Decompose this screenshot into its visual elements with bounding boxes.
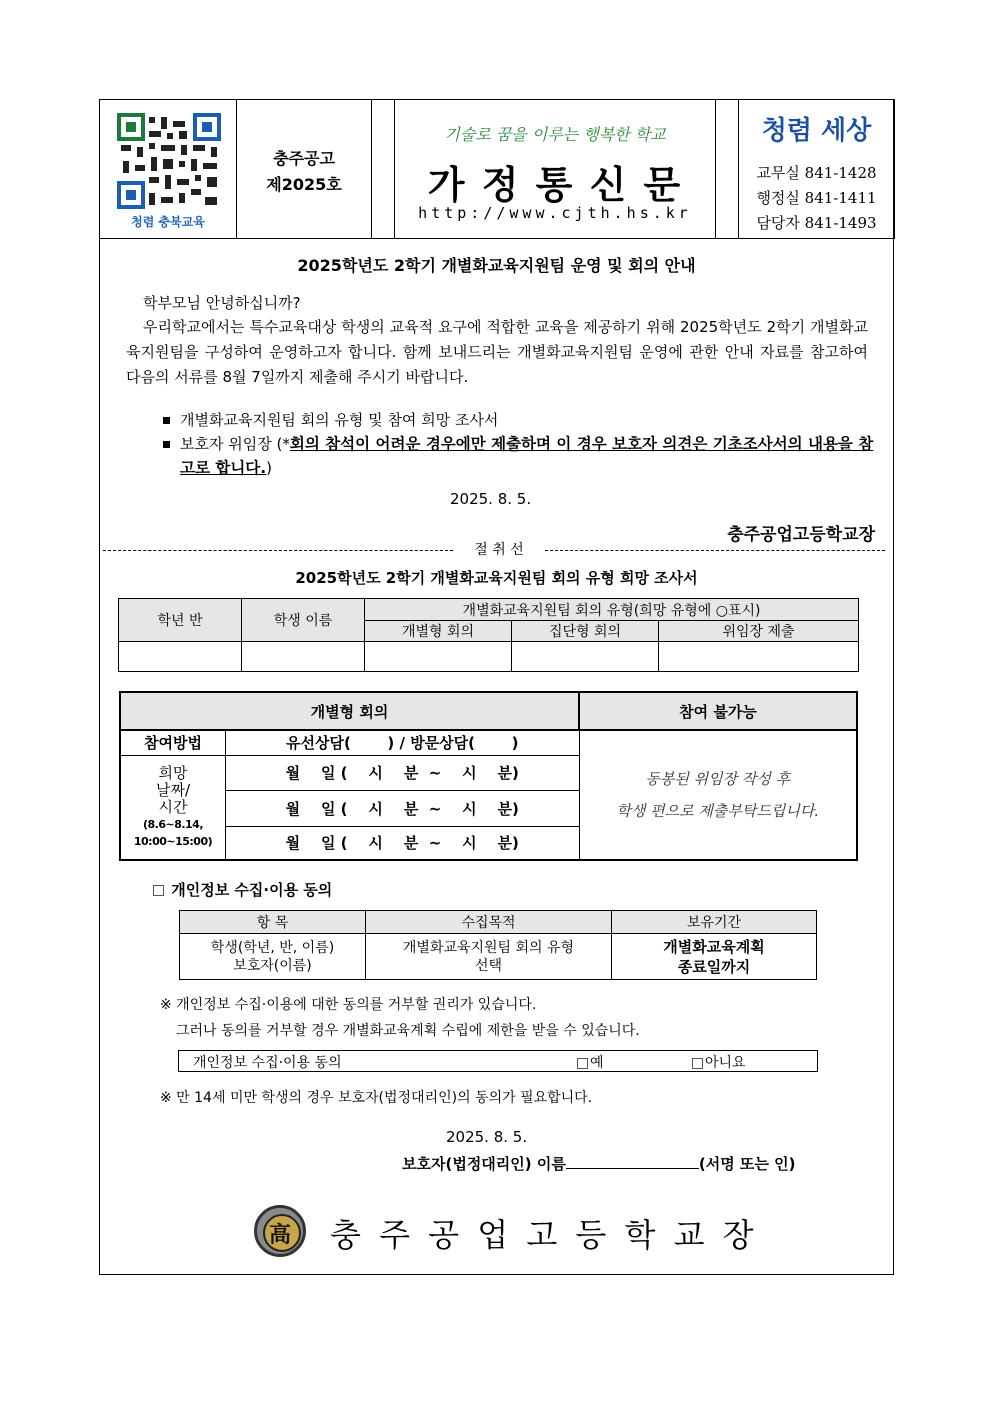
privacy-heading [153,879,332,900]
cut-line-left [103,550,453,551]
doc-item-emphasis: 회의 참석이 어려운 경우에만 제출하며 이 경우 보호자 의견은 기초조사서의 내용을 참고로 합니다. [180,435,874,477]
phone-admin-office: 행정실 841-1411 [756,189,877,207]
checkbox-icon [153,885,164,896]
notice-date: 2025. 8. 5. [450,490,532,508]
notice-number: 제2025호 [266,175,342,194]
notice-number-box [236,99,372,239]
cut-line-right [545,550,885,551]
time-slot-3[interactable]: 월 일 ( 시 분 ~ 시 분) [226,826,580,860]
proxy-submission-cell[interactable] [659,642,859,672]
doc-item-text: 개별화교육지원팀 회의 유형 및 참여 희망 조사서 [180,411,499,429]
newsletter-title: 가 정 통 신 문 [427,163,683,207]
bullet-icon [163,441,170,448]
consent-no-option[interactable] [692,1052,746,1072]
school-seal-icon [254,1205,306,1257]
school-website[interactable]: http://www.cjth.hs.kr [418,204,692,222]
date-range: (8.6~8.14, 10:00~15:00) [133,817,213,848]
footer-date: 2025. 8. 5. [446,1128,528,1146]
consent-label: 개인정보 수집·이용 동의 [193,1055,342,1071]
privacy-retention-value: 개별화교육계획 종료일까지 [612,934,817,980]
unavailable-header: 참여 불가능 [579,692,857,730]
privacy-purpose-value: 개별화교육지원팀 회의 유형 선택 [366,934,612,980]
notice-signer: 충주공업고등학교장 [727,525,875,545]
guardian-signature-line [402,1153,795,1174]
privacy-note-3: ※ 만 14세 미만 학생의 경우 보호자(법정대리인)의 동의가 필요합니다. [160,1090,593,1106]
grade-header: 학년 반 [119,599,242,642]
privacy-heading-text: 개인정보 수집·이용 동의 [171,881,333,899]
doc-item-suffix: ) [266,459,273,477]
privacy-note-2: 그러나 동의를 거부할 경우 개별화교육계획 수립에 제한을 받을 수 있습니다. [176,1023,640,1039]
student-name-cell[interactable] [242,642,365,672]
date-time-label: 희망 날짜/ 시간 [155,763,191,816]
meeting-table [119,691,858,861]
school-slogan: 기술로 꿈을 이루는 행복한 학교 [444,125,666,144]
cut-line-label: 절 취 선 [474,542,524,558]
privacy-col-purpose: 수집목적 [366,911,612,934]
privacy-col-retention: 보유기간 [612,911,817,934]
phone-teachers-office: 교무실 841-1428 [756,164,877,182]
consent-box [178,1050,818,1072]
phone-contact-person: 담당자 841-1493 [756,214,877,232]
notice-body: 우리학교에서는 특수교육대상 학생의 교육적 요구에 적합한 교육을 제공하기 위해 2025학년도 2학기 개별화교육지원팀을 구성하여 운영하고자 합니다. 함께 보내드리는 개별화교육지원팀 운영에 관한 안내 자료를 참고하여 다음의 서류를 8월 7일까지 제출해 주시기 바랍니다. [126,318,868,386]
yes-checkbox[interactable] [577,1058,588,1069]
date-time-label-cell [120,755,226,860]
doc-list-item-2 [163,432,886,480]
bullet-icon [163,417,170,424]
group-meeting-cell[interactable] [512,642,659,672]
grade-cell[interactable] [119,642,242,672]
notice-org: 충주공고 [273,149,335,168]
time-slot-2[interactable]: 월 일 ( 시 분 ~ 시 분) [226,790,580,826]
greeting: 학부모님 안녕하십니까? [143,294,301,312]
individual-meeting-header: 개별형 회의 [120,692,579,730]
title-box [394,99,716,239]
individual-meeting-cell[interactable] [365,642,512,672]
group-meeting-col: 집단형 회의 [512,621,659,642]
qr-code-icon [117,113,221,209]
guardian-name-field[interactable] [566,1154,699,1169]
time-slot-1[interactable]: 월 일 ( 시 분 ~ 시 분) [226,755,580,790]
doc-list-item-1 [163,409,498,430]
integrity-logo: 청렴 세상 [761,116,872,146]
privacy-col-item: 항 목 [180,911,366,934]
contact-box [738,99,895,239]
unavailable-note: 동봉된 위임장 작성 후 학생 편으로 제출부탁드립니다. [579,730,857,860]
header-divider [99,238,894,239]
privacy-item-value: 학생(학년, 반, 이름) 보호자(이름) [180,934,366,980]
qr-box [99,99,237,239]
individual-meeting-col: 개별형 회의 [365,621,512,642]
privacy-table [179,910,817,980]
sign-label: (서명 또는 인) [698,1155,796,1173]
doc-item-prefix: 보호자 위임장 (* [180,435,290,453]
method-value[interactable]: 유선상담( ) / 방문상담( ) [226,730,580,755]
qr-caption: 청렴 충북교육 [131,215,205,229]
no-checkbox[interactable] [692,1058,703,1069]
consent-yes-label: 예 [590,1055,604,1071]
school-name: 충 주 공 업 고 등 학 교 장 [330,1216,758,1254]
student-table [118,598,859,672]
seal-character: 高 [268,1222,291,1248]
survey-title: 2025학년도 2학기 개별화교육지원팀 회의 유형 희망 조사서 [295,569,698,587]
consent-yes-option[interactable] [577,1052,604,1072]
meeting-type-header: 개별화교육지원팀 회의 유형(희망 유형에 ○표시) [365,599,859,621]
notice-title: 2025학년도 2학기 개별화교육지원팀 운영 및 회의 안내 [297,256,696,275]
name-header: 학생 이름 [242,599,365,642]
method-label: 참여방법 [120,730,226,755]
guardian-label: 보호자(법정대리인) 이름 [402,1155,566,1173]
proxy-submission-col: 위임장 제출 [659,621,859,642]
privacy-note-1: ※ 개인정보 수집·이용에 대한 동의를 거부할 권리가 있습니다. [160,997,537,1013]
consent-no-label: 아니요 [705,1055,746,1071]
